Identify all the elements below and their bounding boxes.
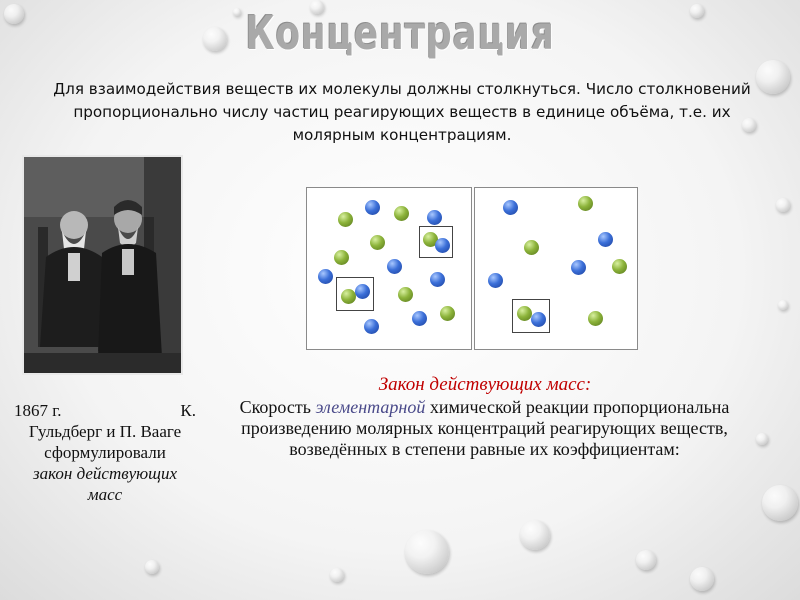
molecule-blue (365, 200, 380, 215)
molecule-green (334, 250, 349, 265)
molecule-blue (355, 284, 370, 299)
caption-authors: Гульдберг и П. Вааге сформулировали (28, 422, 182, 462)
molecule-blue (488, 273, 503, 288)
water-drop (762, 485, 798, 521)
water-drop (145, 560, 159, 574)
law-text-rest: химической реакции пропорциональна произведению молярных концентраций реагирующих веществ, возведённых в степени равные их коэффициентам: (241, 397, 730, 459)
caption-year: 1867 г. (14, 401, 62, 420)
water-drop (756, 60, 790, 94)
law-text-start: Скорость (239, 397, 311, 417)
portrait-photo (22, 155, 183, 375)
molecule-green (338, 212, 353, 227)
water-drop (330, 568, 344, 582)
collision-pair-box (336, 277, 374, 311)
collision-pair-box (419, 226, 453, 258)
molecule-blue (318, 269, 333, 284)
molecule-green (398, 287, 413, 302)
molecule-blue (503, 200, 518, 215)
molecule-green (588, 311, 603, 326)
slide-title: Концентрация (245, 6, 555, 60)
molecule-blue (531, 312, 546, 327)
molecule-blue (387, 259, 402, 274)
water-drop (520, 520, 550, 550)
molecule-blue (430, 272, 445, 287)
molecule-diagram (306, 187, 638, 350)
molecule-blue (571, 260, 586, 275)
molecule-blue (598, 232, 613, 247)
water-drop (636, 550, 656, 570)
collision-pair-box (512, 299, 550, 333)
law-text-italic: элементарной (315, 397, 426, 417)
caption-first-line (14, 400, 196, 421)
water-drop (778, 300, 788, 310)
law-text (197, 397, 772, 460)
molecule-blue (435, 238, 450, 253)
photo-caption (14, 400, 196, 505)
molecule-green (370, 235, 385, 250)
molecule-blue (427, 210, 442, 225)
water-drop (690, 567, 714, 591)
low-concentration-box (474, 187, 638, 350)
molecule-green (341, 289, 356, 304)
molecule-green (612, 259, 627, 274)
molecule-blue (364, 319, 379, 334)
molecule-green (524, 240, 539, 255)
molecule-green (517, 306, 532, 321)
law-title: Закон действующих масс: (378, 374, 592, 395)
water-drop (776, 198, 790, 212)
molecule-green (578, 196, 593, 211)
high-concentration-box (306, 187, 472, 350)
water-drop (405, 530, 449, 574)
molecule-green (394, 206, 409, 221)
intro-paragraph: Для взаимодействия веществ их молекулы должны столкнуться. Число столкновений пропорционально числу частиц реагирующих веществ в единице объёма, т.е. их молярным концентрациям. (53, 80, 751, 144)
caption-law-name: закон действующих масс (32, 464, 178, 504)
water-drop (4, 4, 24, 24)
molecule-green (440, 306, 455, 321)
caption-initial: К. (180, 401, 196, 420)
molecule-blue (412, 311, 427, 326)
